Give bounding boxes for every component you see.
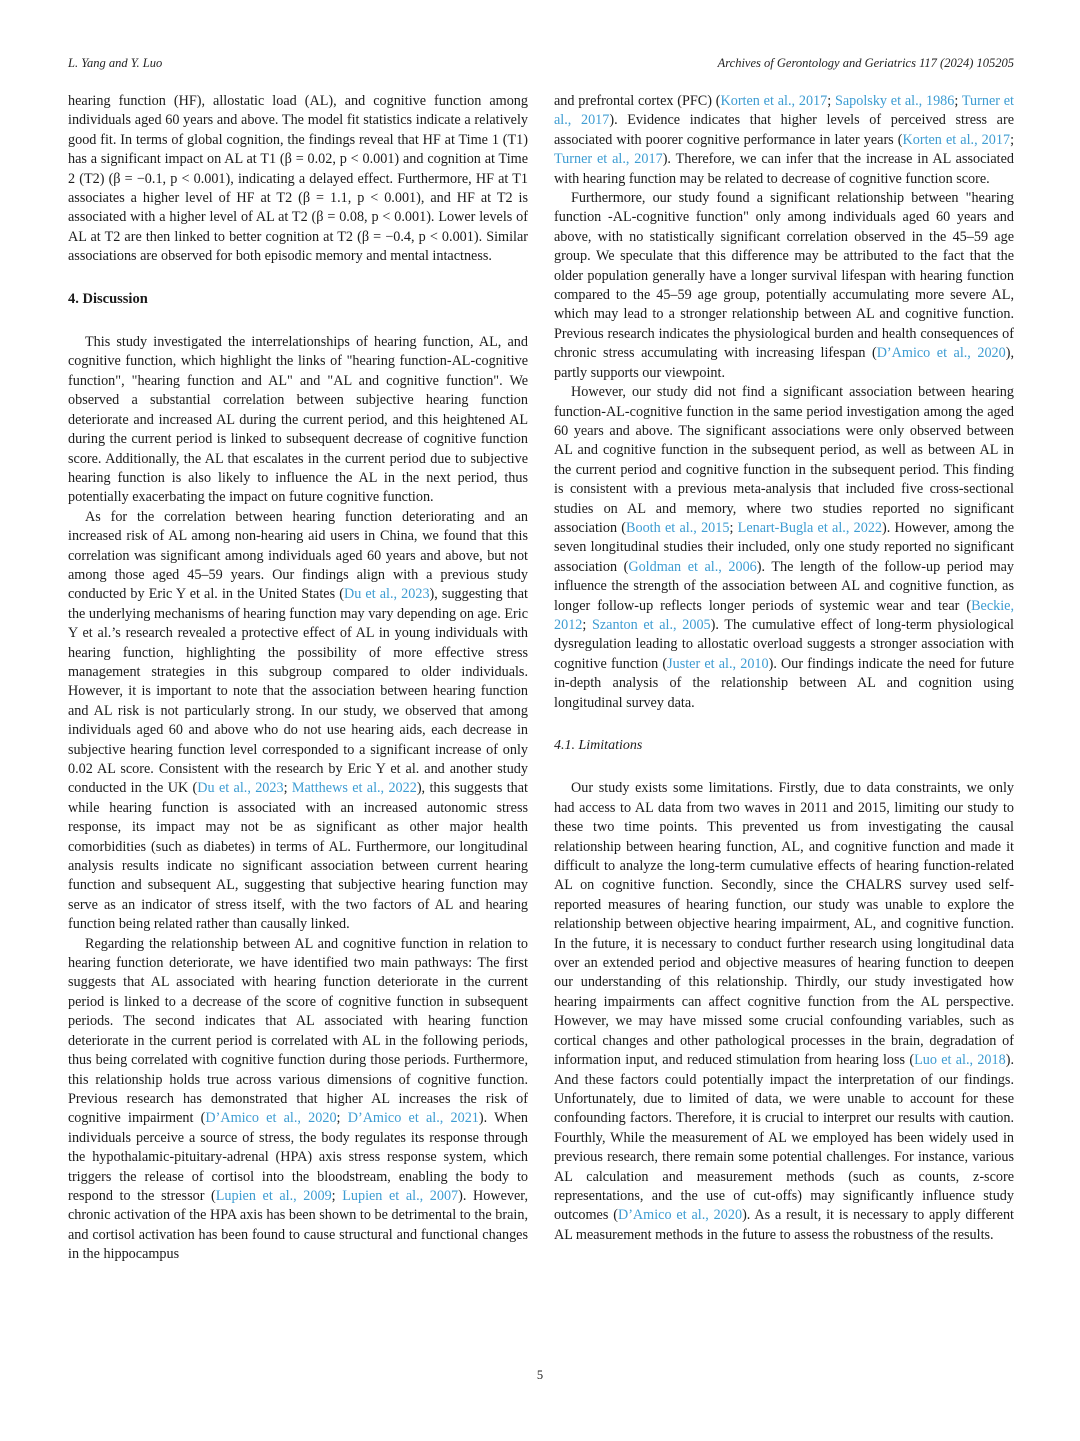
citation-link[interactable]: Lupien et al., 2007 <box>342 1187 459 1204</box>
citation-link[interactable]: Szanton et al., 2005 <box>591 616 711 633</box>
running-head-authors: L. Yang and Y. Luo <box>68 56 163 70</box>
running-head <box>68 56 1014 71</box>
paragraph: This study investigated the interrelationships of hearing function, AL, and cognitive function, which highlight the links of "hearing function-AL-cognitive function", "hearing function and AL" and "AL and cognitive function". We observed a substantial correlation between subjective hearing function deteriorate and increased AL during the current period, and this heightened AL during the current period is linked to subsequent decrease of cognitive function score. Additionally, the AL that escalates in the current period due to subjective hearing function is also likely to influence the AL in the next period, thus potentially exacerbating the impact on future cognitive function. <box>68 334 528 506</box>
running-head-journal: Archives of Gerontology and Geriatrics 117 (2024) 105205 <box>717 56 1014 70</box>
citation-link[interactable]: Lupien et al., 2009 <box>215 1187 332 1204</box>
citation-link[interactable]: Korten et al., 2017 <box>902 131 1011 148</box>
citation-link[interactable]: Booth et al., 2015 <box>626 519 730 536</box>
citation-link[interactable]: D’Amico et al., 2021 <box>347 1110 479 1127</box>
paragraph: However, our study did not find a significant association between hearing function-AL-cognitive function in the same period investigation among the aged 60 years and above. The significant associations were only observed between AL and cognitive function in the subsequent period, as well as between AL in the current period and cognitive function in the subsequent period. This finding is consistent with a previous meta-analysis that included five cross-sectional studies on AL and memory, where two studies reported no significant association (Booth et al., 2015; Lenart-Bugla et al., 2022). However, among the seven longitudinal studies their included, only one study reported no significant association (Goldman et al., 2006). The length of the follow-up period may influence the strength of the association between AL and cognitive function, as longer follow-up reflects longer periods of systemic wear and tear (Beckie, 2012; Szanton et al., 2005). The cumulative effect of long-term physiological dysregulation leading to allostatic overload suggests a stronger association with cognitive function (Juster et al., 2010). Our findings indicate the need for future in-depth analysis of the relationship between AL and cognition using longitudinal survey data. <box>554 384 1015 711</box>
citation-link[interactable]: Luo et al., 2018 <box>914 1052 1006 1069</box>
citation-link[interactable]: Turner et al., 2017 <box>554 93 1014 129</box>
right-column <box>554 92 1014 1265</box>
page-number: 5 <box>536 1368 544 1382</box>
citation-link[interactable]: Turner et al., 2017 <box>554 151 663 168</box>
citation-link[interactable]: Goldman et al., 2006 <box>628 558 757 575</box>
citation-link[interactable]: Korten et al., 2017 <box>720 93 828 109</box>
left-column <box>68 92 528 1265</box>
citation-link[interactable]: D’Amico et al., 2020 <box>205 1110 337 1127</box>
citation-link[interactable]: Du et al., 2023 <box>343 586 430 603</box>
paragraph: Regarding the relationship between AL and cognitive function in relation to hearing function deteriorate, we have identified two main pathways: The first suggests that AL associated with hearing function deteriorate in the current period is linked to a decrease of the score of cognitive function in subsequent periods. The second indicates that AL associated with hearing function deteriorate in the current period is correlated with AL in the following periods, thus being correlated with cognitive function during those periods. Furthermore, this relationship holds true across various dimensions of cognitive function. Previous research has demonstrated that higher AL increases the risk of cognitive impairment (D’Amico et al., 2020; D’Amico et al., 2021). When individuals perceive a source of stress, the body regulates its response through the hypothalamic-pituitary-adrenal (HPA) axis stress response system, which triggers the release of cortisol into the bloodstream, enabling the body to respond to the stressor (Lupien et al., 2009; Lupien et al., 2007). However, chronic activation of the HPA axis has been shown to be detrimental to the brain, and cortisol activation has been found to cause structural and functional changes in the hippocampus <box>68 935 529 1263</box>
paragraph: Furthermore, our study found a significant relationship between "hearing function -AL-cognitive function" only among individuals aged 60 years and above, with no statistically significant correlation observed in the 45–59 age group. We speculate that this difference may be attributed to the fact that the older population generally have a longer survival lifespan with hearing function compared to the 45–59 age group, potentially accumulating more severe AL, which may lead to a stronger relationship between AL and cognitive function. Previous research indicates the physiological burden and health consequences of chronic stress accumulating with increasing lifespan (D’Amico et al., 2020), partly supports our viewpoint. <box>554 190 1015 381</box>
citation-link[interactable]: Juster et al., 2010 <box>667 655 769 672</box>
subsection-heading: 4.1. Limitations <box>554 738 643 753</box>
section-heading: 4. Discussion <box>68 290 148 307</box>
citation-link[interactable]: Matthews et al., 2022 <box>291 780 417 797</box>
paragraph: hearing function (HF), allostatic load (AL), and cognitive function among individuals aged 60 years and above. The model fit statistics indicate a relatively good fit. In terms of global cognition, the findings reveal that HF at Time 1 (T1) has a significant impact on AL at T1 (β = 0.02, p < 0.001) and cognition at Time 2 (T2) (β = −0.1, p < 0.001), indicating a delayed effect. Furthermore, HF at T1 associates a higher level of HF at T2 (β = 1.1, p < 0.001), and HF at T2 is associated with a higher level of AL at T2 (β = 0.08, p < 0.001). Lower levels of AL at T2 are then linked to better cognition at T2 (β = −0.4, p < 0.001). Similar associations are observed for both episodic memory and mental intactness. <box>68 93 528 265</box>
citation-link[interactable]: Beckie, 2012 <box>554 597 1014 633</box>
paragraph: Our study exists some limitations. Firstly, due to data constraints, we only had access to AL data from two waves in 2011 and 2015, limiting our study to these two time points. This prevented us from investigating the causal relationship between hearing function, AL, and cognitive function and made it difficult to analyze the long-term cumulative effects of hearing function-related AL on cognitive function. Secondly, since the CHALRS survey used self-reported measures of hearing function, our study was unable to explore the relationship between objective hearing impairment, AL, and cognitive function. In the future, it is necessary to conduct further research using longitudinal data over an extended period and objective measures of hearing function to deepen our understanding of this relationship. Thirdly, our study investigated how hearing impairments can affect cognitive function from the AL perspective. However, we may have missed some crucial confounding variables, such as cortical changes and other pathological processes in the brain, degradation of information input, and reduced stimulation from hearing loss (Luo et al., 2018). And these factors could potentially impact the interpretation of our findings. Unfortunately, due to limited of data, we were unable to account for these confounding factors. Therefore, it is crucial to interpret our results with caution. Fourthly, While the measurement of AL we employed has been widely used in previous research, there remain some potential challenges. For instance, various AL calculation and measurement methods (such as counts, z-score representations, and the use of cut-offs) may significantly influence study outcomes (D’Amico et al., 2020). As a result, it is necessary to apply different AL measurement methods in the future to assess the robustness of the results. <box>554 780 1014 1243</box>
citation-link[interactable]: Sapolsky et al., 1986 <box>834 93 955 109</box>
article-body <box>68 92 1014 1265</box>
citation-link[interactable]: Lenart-Bugla et al., 2022 <box>737 519 883 536</box>
citation-link[interactable]: Du et al., 2023 <box>197 780 284 797</box>
paragraph: As for the correlation between hearing function deteriorating and an increased risk of AL among non-hearing aid users in China, we found that this correlation was significant among individuals aged 60 years and above, but not among those aged 45–59 years. Our findings align with a previous study conducted by Eric Y et al. in the United States (Du et al., 2023), suggesting that the underlying mechanisms of hearing function may vary depending on age. Eric Y et al.’s research revealed a protective effect of AL in young individuals with hearing function, highlighting the possibility of more effective stress management strategies in this subgroup compared to older individuals. However, it is important to note that the association between hearing function and AL risk is not particularly strong. In our study, we observed that among individuals aged 60 and above who do not use hearing aids, each decrease in subjective hearing function level corresponded to a significant increase of only 0.02 AL score. Consistent with the research by Eric Y et al. and another study conducted in the UK (Du et al., 2023; Matthews et al., 2022), this suggests that while hearing function is associated with an increased autonomic stress response, its impact may not be as significant as other major health comorbidities (such as diabetes) in terms of AL. Furthermore, our longitudinal analysis results indicate no significant association between current hearing function and subsequent AL, suggesting that subjective hearing function may serve as an indicator of stress itself, with the two factors of AL and hearing function being related rather than causally linked. <box>68 508 528 933</box>
paragraph: and prefrontal cortex (PFC) (Korten et al., 2017; Sapolsky et al., 1986; Turner et al., 2017). Evidence indicates that higher levels of perceived stress are associated with poorer cognitive performance in later years (Korten et al., 2017; Turner et al., 2017). Therefore, we can infer that the increase in AL associated with hearing function may be related to decrease of cognitive function score. <box>554 93 1015 187</box>
citation-link[interactable]: D’Amico et al., 2020 <box>617 1207 743 1224</box>
citation-link[interactable]: D’Amico et al., 2020 <box>876 345 1006 362</box>
